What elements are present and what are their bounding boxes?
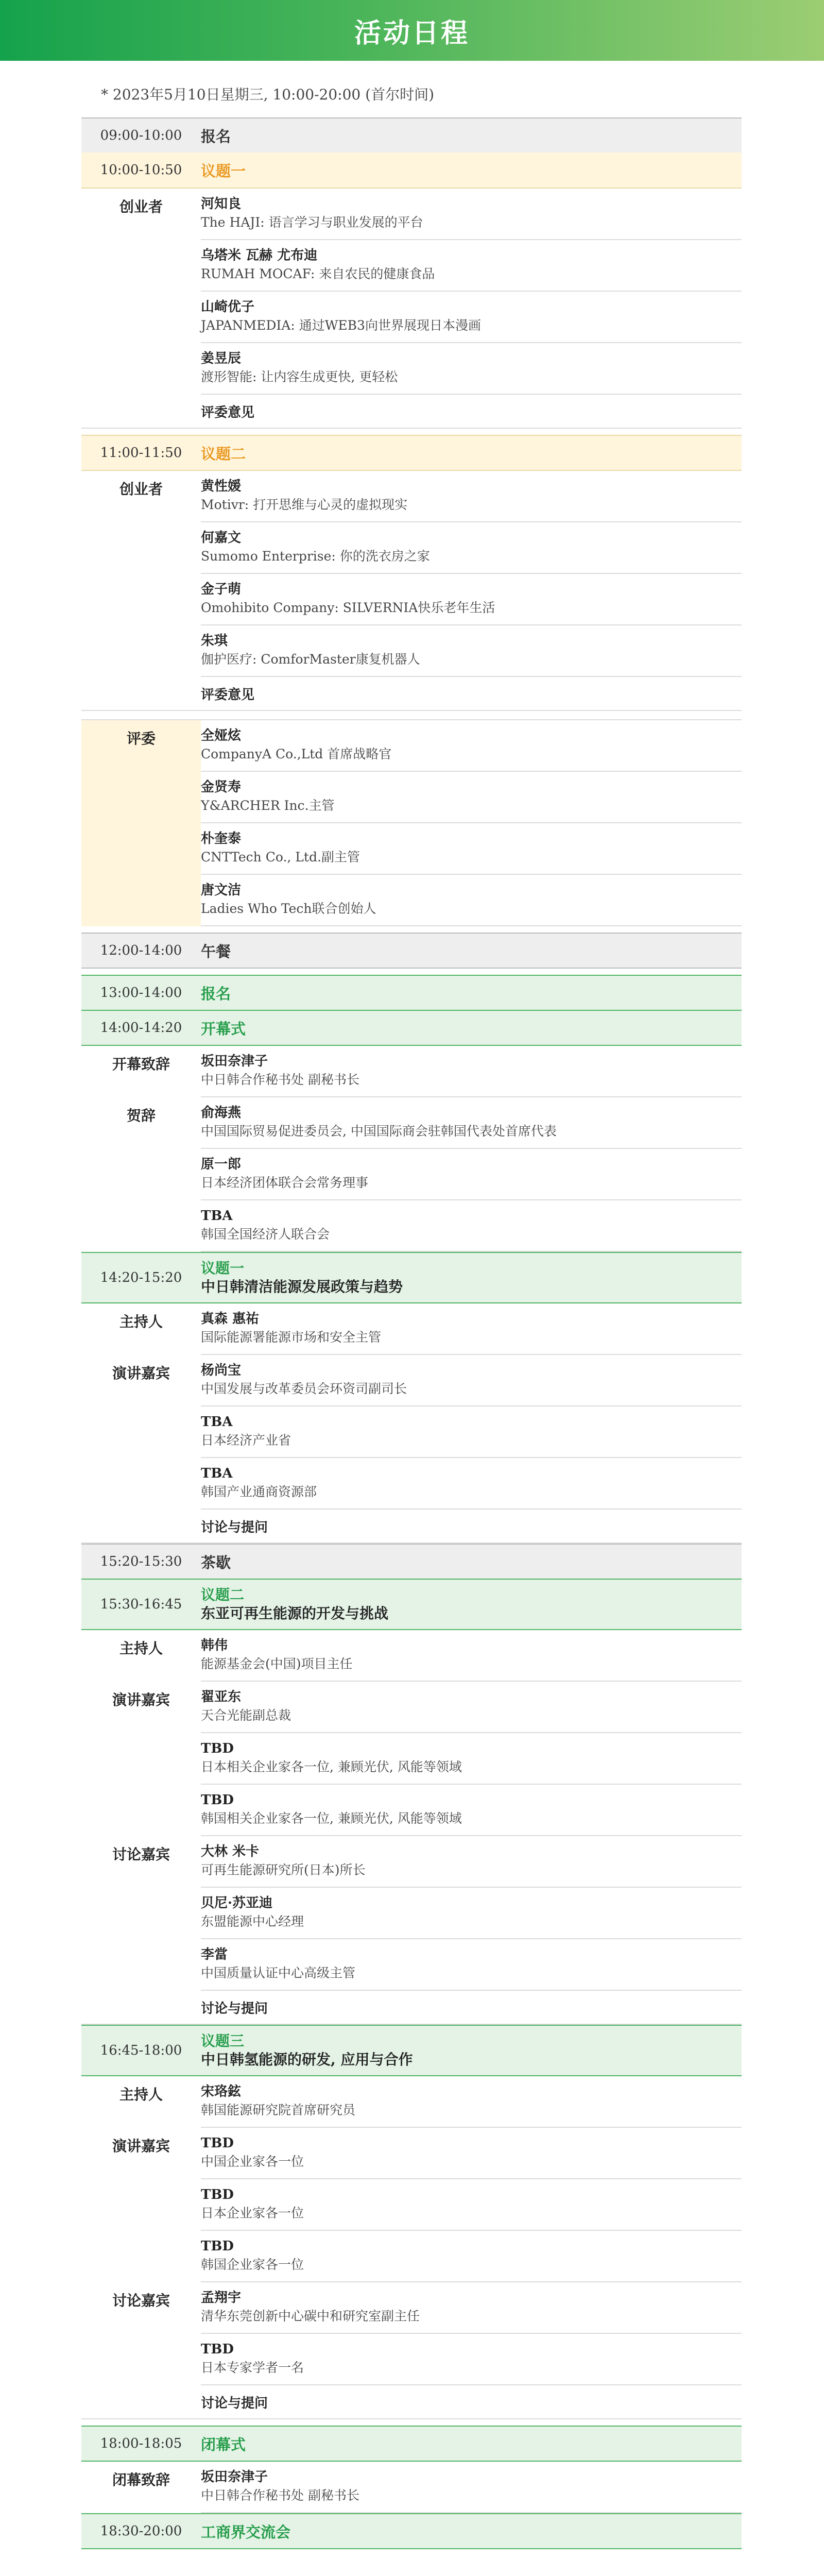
person-name: 姜昱辰	[201, 351, 242, 366]
person-affiliation: 天合光能副总裁	[201, 1708, 291, 1723]
schedule-row-networking	[81, 2513, 742, 2549]
person-affiliation: 东盟能源中心经理	[201, 1914, 304, 1929]
person-entry	[201, 823, 742, 875]
person-name: 朴奎泰	[201, 831, 242, 846]
group-label: 闭幕致辞	[112, 2471, 170, 2488]
person-entry	[201, 2231, 742, 2282]
group-label: 演讲嘉宾	[112, 2138, 170, 2155]
schedule-row-closing	[81, 2426, 742, 2462]
person-name: 翟亚东	[201, 1689, 242, 1705]
person-entry	[201, 2128, 742, 2179]
person-affiliation: 中日韩合作秘书处 副秘书长	[201, 2488, 359, 2503]
group-speakers	[81, 1682, 742, 1836]
schedule-row-topic1	[81, 152, 742, 189]
group-founders-2	[81, 471, 742, 677]
person-affiliation: 韩国全国经济人联合会	[201, 1227, 330, 1242]
group-label: 贺辞	[126, 1107, 156, 1124]
person-name: TBD	[201, 2136, 234, 2151]
entry-list	[201, 1630, 742, 1682]
group-label: 主持人	[119, 1640, 163, 1657]
person-name: 宋珞鉉	[201, 2084, 242, 2099]
group-label: 开幕致辞	[112, 1056, 170, 1073]
person-affiliation: 韩国企业家各一位	[201, 2257, 304, 2272]
person-entry	[201, 1785, 742, 1836]
person-entry	[201, 2179, 742, 2231]
topic-title: 中日韩清洁能源发展政策与趋势	[201, 1278, 403, 1295]
person-entry	[201, 1682, 742, 1733]
schedule-row-registration-2	[81, 975, 742, 1011]
person-entry	[201, 875, 742, 926]
person-name: 李當	[201, 1947, 228, 1962]
date-note: * 2023年5月10日星期三, 10:00-20:00 (首尔时间)	[101, 86, 434, 103]
person-affiliation: Y&ARCHER Inc.主管	[201, 798, 335, 813]
group-label: 演讲嘉宾	[112, 1691, 170, 1708]
group-opening-speech	[81, 1046, 742, 1097]
person-name: TBD	[201, 2239, 234, 2254]
person-name: TBA	[201, 1414, 233, 1430]
group-host	[81, 2076, 742, 2128]
schedule-row-topic3-energy	[81, 2025, 742, 2076]
person-name: 河知良	[201, 196, 242, 212]
person-entry	[201, 522, 742, 574]
person-entry	[201, 1630, 742, 1682]
person-entry	[201, 1303, 742, 1355]
person-name: 山崎优子	[201, 299, 255, 315]
person-entry	[201, 1149, 742, 1200]
group-label: 演讲嘉宾	[112, 1365, 170, 1382]
group-speakers	[81, 2128, 742, 2282]
row-title: 议题二	[201, 445, 246, 463]
entry-list	[201, 2128, 742, 2282]
person-entry	[201, 1939, 742, 1991]
person-affiliation: 中国国际贸易促进委员会, 中国国际商会驻韩国代表处首席代表	[201, 1124, 557, 1139]
person-name: TBD	[201, 2187, 234, 2202]
person-name: TBA	[201, 1466, 233, 1481]
time-label: 15:20-15:30	[100, 1554, 182, 1569]
person-name: 俞海燕	[201, 1105, 242, 1121]
person-entry	[201, 1406, 742, 1458]
person-name: TBA	[201, 1208, 233, 1224]
person-entry	[201, 2076, 742, 2128]
row-title: 开幕式	[201, 1020, 246, 1038]
group-label: 主持人	[119, 2086, 163, 2103]
person-name: 金子萌	[201, 582, 242, 597]
entry-list	[201, 2462, 742, 2513]
person-entry	[201, 1836, 742, 1888]
person-entry	[201, 240, 742, 292]
row-title: 茶歇	[201, 1553, 231, 1571]
person-affiliation: 韩国相关企业家各一位, 兼顾光伏, 风能等领域	[201, 1811, 462, 1826]
entry-list	[201, 1836, 742, 1991]
group-label: 主持人	[119, 1313, 163, 1330]
person-entry	[201, 343, 742, 395]
group-label: 创业者	[119, 481, 163, 498]
person-entry	[201, 625, 742, 677]
person-name: 唐文洁	[201, 883, 242, 898]
entry-list	[201, 1046, 742, 1097]
person-name: 黄性媛	[201, 479, 242, 494]
schedule-row-registration-1	[81, 117, 742, 154]
person-affiliation: 日本相关企业家各一位, 兼顾光伏, 风能等领域	[201, 1759, 462, 1774]
person-affiliation: 日本专家学者一名	[201, 2360, 304, 2375]
entry-list	[201, 1682, 742, 1836]
person-entry	[201, 2282, 742, 2334]
schedule-row-tea-break	[81, 1544, 742, 1580]
person-affiliation: Ladies Who Tech联合创始人	[201, 901, 376, 916]
person-affiliation: 伽护医疗: ComforMaster康复机器人	[201, 652, 420, 667]
person-affiliation: CompanyA Co.,Ltd 首席战略官	[201, 747, 392, 761]
row-title: 报名	[201, 985, 231, 1003]
group-founders-1	[81, 189, 742, 395]
person-name: TBD	[201, 1741, 234, 1756]
entry-list	[201, 2076, 742, 2128]
qa-row: 讨论与提问	[81, 1510, 742, 1544]
time-label: 12:00-14:00	[100, 943, 182, 958]
person-affiliation: 中日韩合作秘书处 副秘书长	[201, 1072, 359, 1087]
person-name: TBD	[201, 2342, 234, 2357]
row-title: 午餐	[201, 942, 231, 960]
entry-list	[201, 189, 742, 395]
time-label: 11:00-11:50	[100, 445, 182, 461]
schedule	[81, 117, 742, 2549]
person-name: 韩伟	[201, 1638, 228, 1653]
person-entry	[201, 1458, 742, 1510]
person-affiliation: CNTTech Co., Ltd.副主管	[201, 850, 360, 865]
person-entry	[201, 1355, 742, 1406]
person-name: 贝尼·苏亚迪	[201, 1895, 273, 1911]
person-name: 坂田奈津子	[201, 1054, 268, 1069]
person-affiliation: 日本企业家各一位	[201, 2206, 304, 2221]
person-affiliation: 渡形智能: 让内容生成更快, 更轻松	[201, 369, 398, 384]
person-affiliation: 日本经济产业省	[201, 1433, 291, 1448]
person-affiliation: 清华东莞创新中心碳中和研究室副主任	[201, 2309, 420, 2324]
time-label: 09:00-10:00	[100, 128, 182, 143]
person-entry	[201, 2462, 742, 2513]
group-speakers	[81, 1355, 742, 1510]
time-label: 14:00-14:20	[100, 1020, 182, 1036]
person-affiliation: Sumomo Enterprise: 你的洗衣房之家	[201, 549, 430, 564]
schedule-row-topic1-energy	[81, 1252, 742, 1303]
person-entry	[201, 574, 742, 625]
person-name: 乌塔米 瓦赫 尤布迪	[201, 248, 318, 263]
person-name: 全娅炫	[201, 728, 242, 743]
topic-label: 议题一	[201, 1260, 245, 1277]
group-judges	[81, 720, 742, 926]
group-host	[81, 1303, 742, 1355]
schedule-row-topic2	[81, 435, 742, 471]
person-entry	[201, 1888, 742, 1939]
row-title: 工商界交流会	[201, 2523, 291, 2541]
entry-list	[201, 1303, 742, 1355]
person-name: 何嘉文	[201, 530, 242, 546]
person-name: TBD	[201, 1792, 234, 1808]
page-banner	[0, 0, 824, 61]
person-affiliation: 韩国产业通商资源部	[201, 1484, 317, 1499]
group-label: 讨论嘉宾	[112, 1846, 170, 1863]
person-name: 大林 米卡	[201, 1844, 260, 1859]
entry-list	[201, 2282, 742, 2385]
group-closing-speech	[81, 2462, 742, 2513]
time-label: 16:45-18:00	[100, 2043, 182, 2058]
schedule-row-lunch	[81, 933, 742, 969]
group-label: 讨论嘉宾	[112, 2292, 170, 2309]
person-affiliation: 能源基金会(中国)项目主任	[201, 1656, 353, 1671]
person-affiliation: JAPANMEDIA: 通过WEB3向世界展现日本漫画	[201, 318, 481, 333]
entry-list	[201, 471, 742, 677]
qa-row: 讨论与提问	[81, 2385, 742, 2419]
person-name: 坂田奈津子	[201, 2469, 268, 2485]
person-entry	[201, 1046, 742, 1097]
row-title: 议题一	[201, 162, 246, 180]
person-affiliation: 中国质量认证中心高级主管	[201, 1965, 356, 1980]
topic-title: 东亚可再生能源的开发与挑战	[201, 1605, 389, 1622]
person-entry	[201, 2334, 742, 2385]
row-title: 报名	[201, 127, 231, 145]
person-affiliation: 中国企业家各一位	[201, 2154, 304, 2169]
time-label: 10:00-10:50	[100, 162, 182, 178]
person-entry	[201, 471, 742, 522]
group-panelists	[81, 2282, 742, 2385]
time-label: 13:00-14:00	[100, 985, 182, 1001]
person-name: 孟翔宇	[201, 2290, 242, 2306]
person-entry	[201, 1097, 742, 1149]
person-affiliation: 日本经济团体联合会常务理事	[201, 1175, 369, 1190]
schedule-row-opening	[81, 1010, 742, 1046]
person-entry	[201, 1733, 742, 1785]
entry-list	[201, 720, 742, 926]
person-affiliation: The HAJI: 语言学习与职业发展的平台	[201, 215, 423, 230]
person-entry	[201, 1200, 742, 1252]
group-congratulations	[81, 1097, 742, 1252]
time-label: 18:00-18:05	[100, 2436, 182, 2451]
person-name: 金贤寿	[201, 779, 242, 795]
person-name: 朱琪	[201, 633, 228, 649]
person-entry	[201, 772, 742, 823]
person-affiliation: RUMAH MOCAF: 来自农民的健康食品	[201, 266, 435, 281]
person-name: 原一郎	[201, 1157, 242, 1172]
person-affiliation: 中国发展与改革委员会环资司副司长	[201, 1381, 407, 1396]
group-host	[81, 1630, 742, 1682]
person-affiliation: 国际能源署能源市场和安全主管	[201, 1330, 382, 1345]
schedule-row-topic2-energy	[81, 1579, 742, 1630]
judges-comment-row: 评委意见	[81, 395, 742, 429]
row-title: 闭幕式	[201, 2435, 246, 2453]
group-label: 评委	[81, 720, 201, 926]
entry-list	[201, 1097, 742, 1252]
page-title: 活动日程	[354, 17, 470, 49]
person-affiliation: 韩国能源研究院首席研究员	[201, 2103, 356, 2117]
person-name: 真森 惠祐	[201, 1311, 260, 1327]
qa-row: 讨论与提问	[81, 1991, 742, 2025]
topic-title: 中日韩氢能源的研发, 应用与合作	[201, 2051, 413, 2068]
judges-comment-row: 评委意见	[81, 677, 742, 711]
time-label: 15:30-16:45	[100, 1597, 182, 1612]
entry-list	[201, 1355, 742, 1510]
person-affiliation: Motivr: 打开思维与心灵的虚拟现实	[201, 497, 408, 512]
topic-label: 议题二	[201, 1586, 245, 1603]
person-name: 杨尚宝	[201, 1363, 242, 1378]
time-label: 14:20-15:20	[100, 1270, 182, 1285]
person-affiliation: Omohibito Company: SILVERNIA快乐老年生活	[201, 600, 495, 615]
person-entry	[201, 720, 742, 772]
person-entry	[201, 189, 742, 240]
person-affiliation: 可再生能源研究所(日本)所长	[201, 1862, 366, 1877]
group-label: 创业者	[119, 198, 163, 215]
time-label: 18:30-20:00	[100, 2523, 182, 2539]
topic-label: 议题三	[201, 2032, 245, 2049]
group-panelists	[81, 1836, 742, 1991]
person-entry	[201, 292, 742, 343]
